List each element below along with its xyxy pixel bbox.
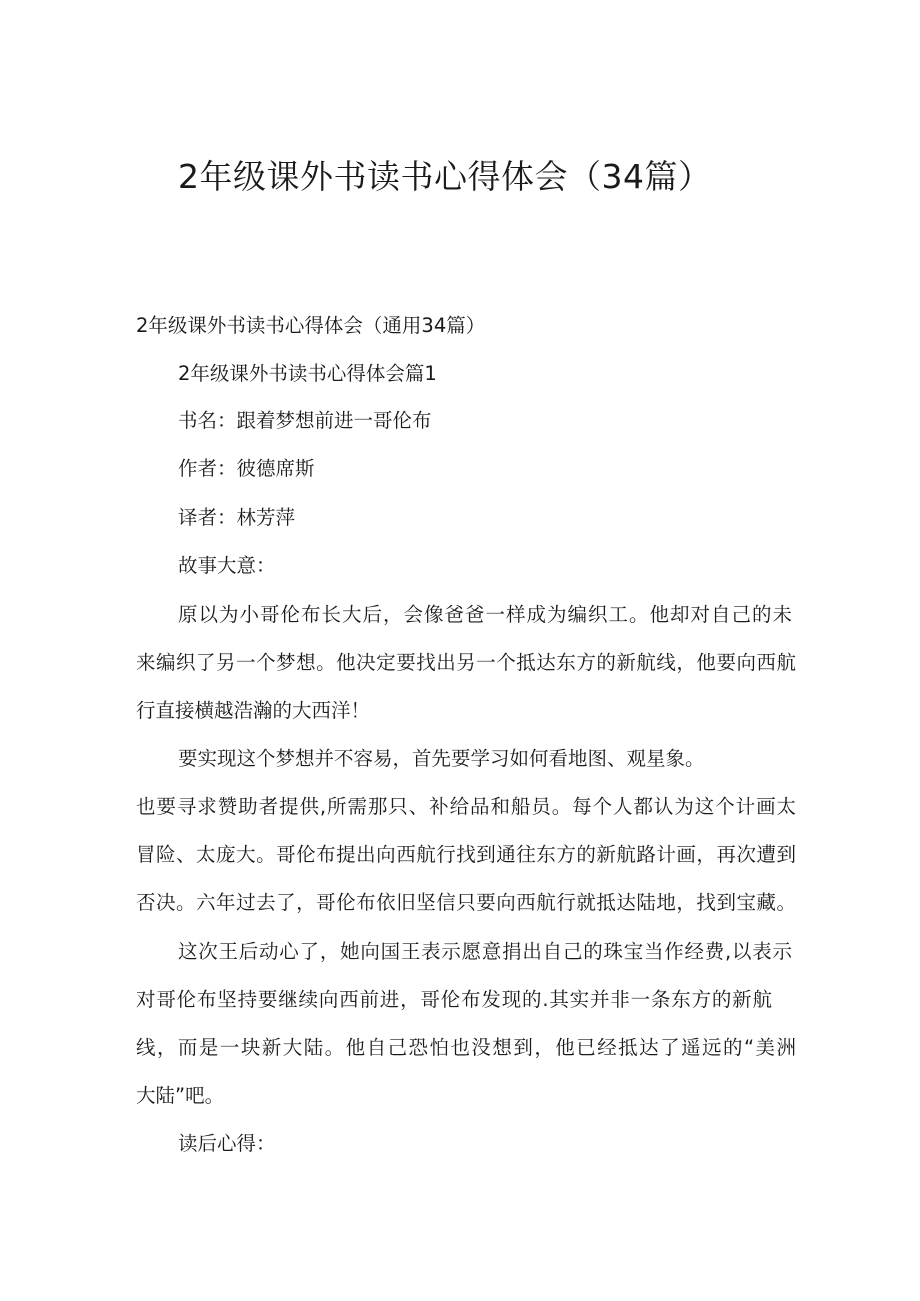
paragraph3-line: 大陆”吧。 [136,1084,225,1107]
author-line: 作者：彼德席斯 [178,457,315,480]
paragraph2-line: 冒险、太庞大。哥伦布提出向西航行找到通往东方的新航路计画，再次遭到 [136,843,796,866]
paragraph2-line: 否决。六年过去了，哥伦布依旧坚信只要向西航行就抵达陆地，找到宝藏。 [136,891,796,914]
translator-line: 译者：林芳萍 [178,506,296,529]
paragraph3-line: 线，而是一块新大陆。他自己恐怕也没想到，他已经抵达了遥远的“美洲 [136,1036,796,1059]
paragraph2-line: 要实现这个梦想并不容易，首先要学习如何看地图、观星象。 [178,747,705,770]
paragraph3-line: 对哥伦布坚持要继续向西前进，哥伦布发现的.其实并非一条东方的新航 [136,988,772,1011]
paragraph2-line: 也要寻求赞助者提供,所需那只、补给品和船员。每个人都认为这个计画太 [136,795,796,818]
document-subtitle: 2年级课外书读书心得体会（通用34篇） [136,314,486,337]
paragraph1-line: 原以为小哥伦布长大后，会像爸爸一样成为编织工。他却对自己的未 [178,603,792,626]
section-heading: 2年级课外书读书心得体会篇1 [178,362,437,385]
paragraph3-line: 这次王后动心了，她向国王表示愿意捐出自己的珠宝当作经费,以表示 [178,940,792,963]
document-title: 2年级课外书读书心得体会（34篇） [178,157,712,196]
paragraph1-line: 行直接横越浩瀚的大西洋！ [136,699,371,722]
paragraph1-line: 来编织了另一个梦想。他决定要找出另一个抵达东方的新航线，他要向西航 [136,651,796,674]
book-name-line: 书名：跟着梦想前进一哥伦布 [178,409,432,432]
summary-label: 故事大意： [178,554,276,577]
reflection-label: 读后心得： [178,1132,276,1155]
